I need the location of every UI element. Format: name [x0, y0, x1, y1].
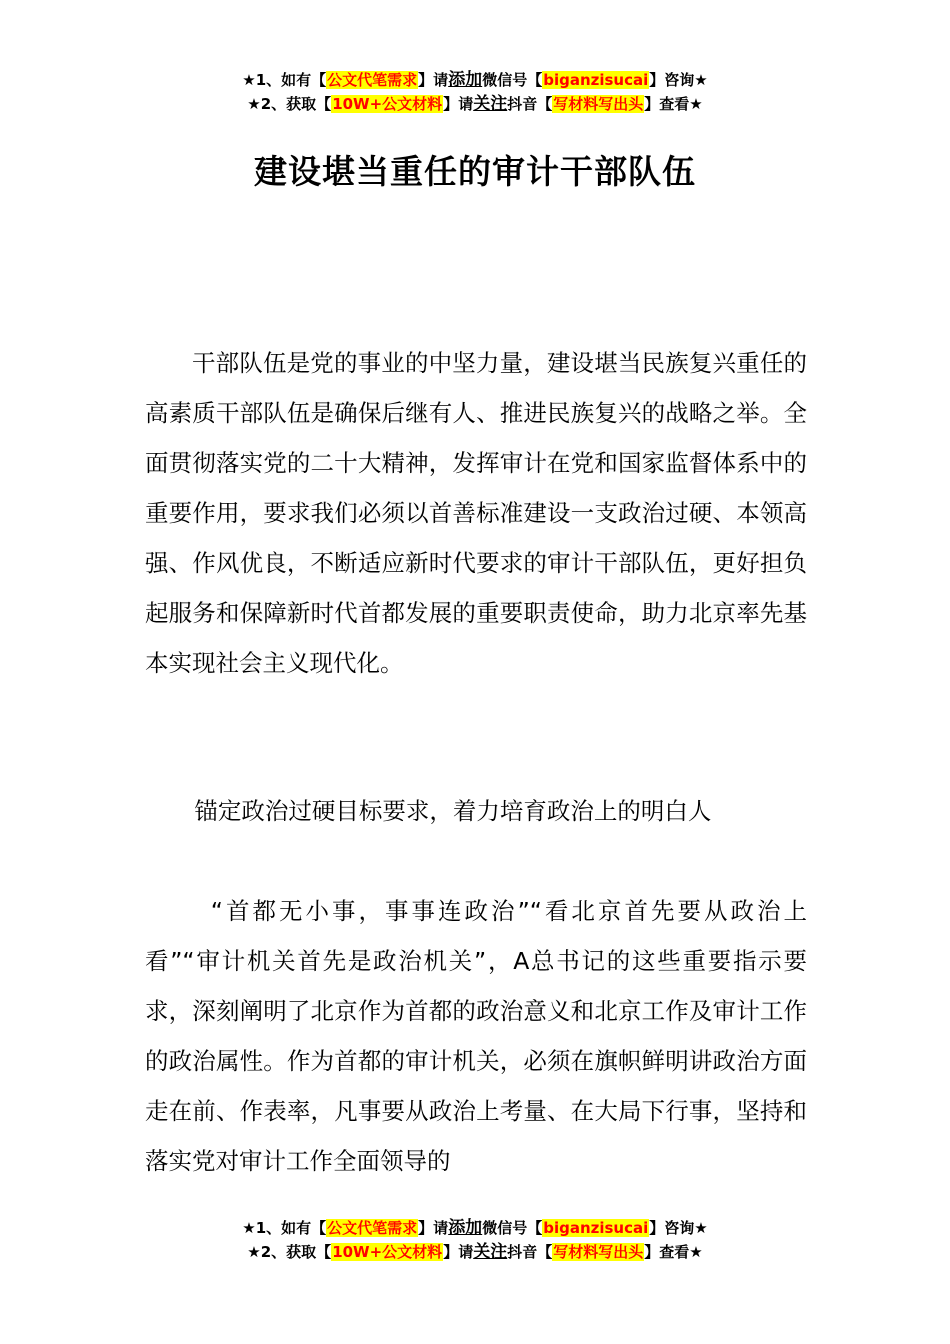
promo-line-1: [0, 68, 950, 92]
body-paragraph-2: [145, 886, 807, 1186]
promo-text: 】咨询: [649, 71, 695, 89]
star-icon: ★: [247, 95, 261, 113]
section-heading-text: 锚定政治过硬目标要求，着力培育政治上的明白人: [194, 797, 712, 825]
star-icon: ★: [694, 71, 708, 89]
highlight-materials: 10W+公文材料: [332, 95, 443, 113]
promo-text: 微信号【: [482, 1219, 543, 1237]
star-icon: ★: [242, 71, 256, 89]
highlight-service: 公文代笔需求: [327, 1219, 418, 1237]
underlined-follow: 关注: [473, 94, 508, 114]
promo-banner-top: [0, 68, 950, 116]
promo-text: 2、获取【: [260, 1243, 332, 1261]
underlined-add: 添加: [448, 1218, 483, 1238]
promo-line-2: [0, 92, 950, 116]
promo-text: 】查看: [644, 1243, 690, 1261]
paragraph-text: 干部队伍是党的事业的中坚力量，建设堪当民族复兴重任的高素质干部队伍是确保后继有人、推进民族复兴的战略之举。全面贯彻落实党的二十大精神，发挥审计在党和国家监督体系中的重要作用，要求我们必须以首善标准建设一支政治过硬、本领高强、作风优良，不断适应新时代要求的审计干部队伍，更好担负起服务和保障新时代首都发展的重要职责使命，助力北京率先基本实现社会主义现代化。: [145, 349, 807, 677]
star-icon: ★: [247, 1243, 261, 1261]
promo-text: 抖音【: [507, 95, 553, 113]
underlined-follow: 关注: [473, 1242, 508, 1262]
document-title: 建设堪当重任的审计干部队伍: [254, 152, 696, 191]
star-icon: ★: [242, 1219, 256, 1237]
promo-text: 2、获取【: [260, 95, 332, 113]
promo-text: 1、如有【: [255, 1219, 327, 1237]
promo-text: 】查看: [644, 95, 690, 113]
promo-text: 】请: [443, 95, 474, 113]
highlight-douyin-id: 写材料写出头: [553, 1243, 644, 1261]
promo-banner-bottom: [0, 1216, 950, 1264]
promo-line-1: [0, 1216, 950, 1240]
highlight-materials: 10W+公文材料: [332, 1243, 443, 1261]
promo-text: 微信号【: [482, 71, 543, 89]
promo-line-2: [0, 1240, 950, 1264]
promo-text: 1、如有【: [255, 71, 327, 89]
section-heading: [145, 786, 807, 836]
promo-text: 】请: [418, 71, 449, 89]
promo-text: 】请: [418, 1219, 449, 1237]
highlight-wechat-id: biganzisucai: [543, 71, 649, 89]
highlight-douyin-id: 写材料写出头: [553, 95, 644, 113]
promo-text: 】请: [443, 1243, 474, 1261]
body-paragraph-1: [145, 338, 807, 688]
promo-text: 】咨询: [649, 1219, 695, 1237]
star-icon: ★: [694, 1219, 708, 1237]
promo-text: 抖音【: [507, 1243, 553, 1261]
star-icon: ★: [689, 1243, 703, 1261]
paragraph-text: “首都无小事，事事连政治”“看北京首先要从政治上看”“审计机关首先是政治机关”，A总书记的这些重要指示要求，深刻阐明了北京作为首都的政治意义和北京工作及审计工作的政治属性。作为首都的审计机关，必须在旗帜鲜明讲政治方面走在前、作表率，凡事要从政治上考量、在大局下行事，坚持和落实党对审计工作全面领导的: [145, 897, 807, 1175]
underlined-add: 添加: [448, 70, 483, 90]
highlight-service: 公文代笔需求: [327, 71, 418, 89]
star-icon: ★: [689, 95, 703, 113]
highlight-wechat-id: biganzisucai: [543, 1219, 649, 1237]
